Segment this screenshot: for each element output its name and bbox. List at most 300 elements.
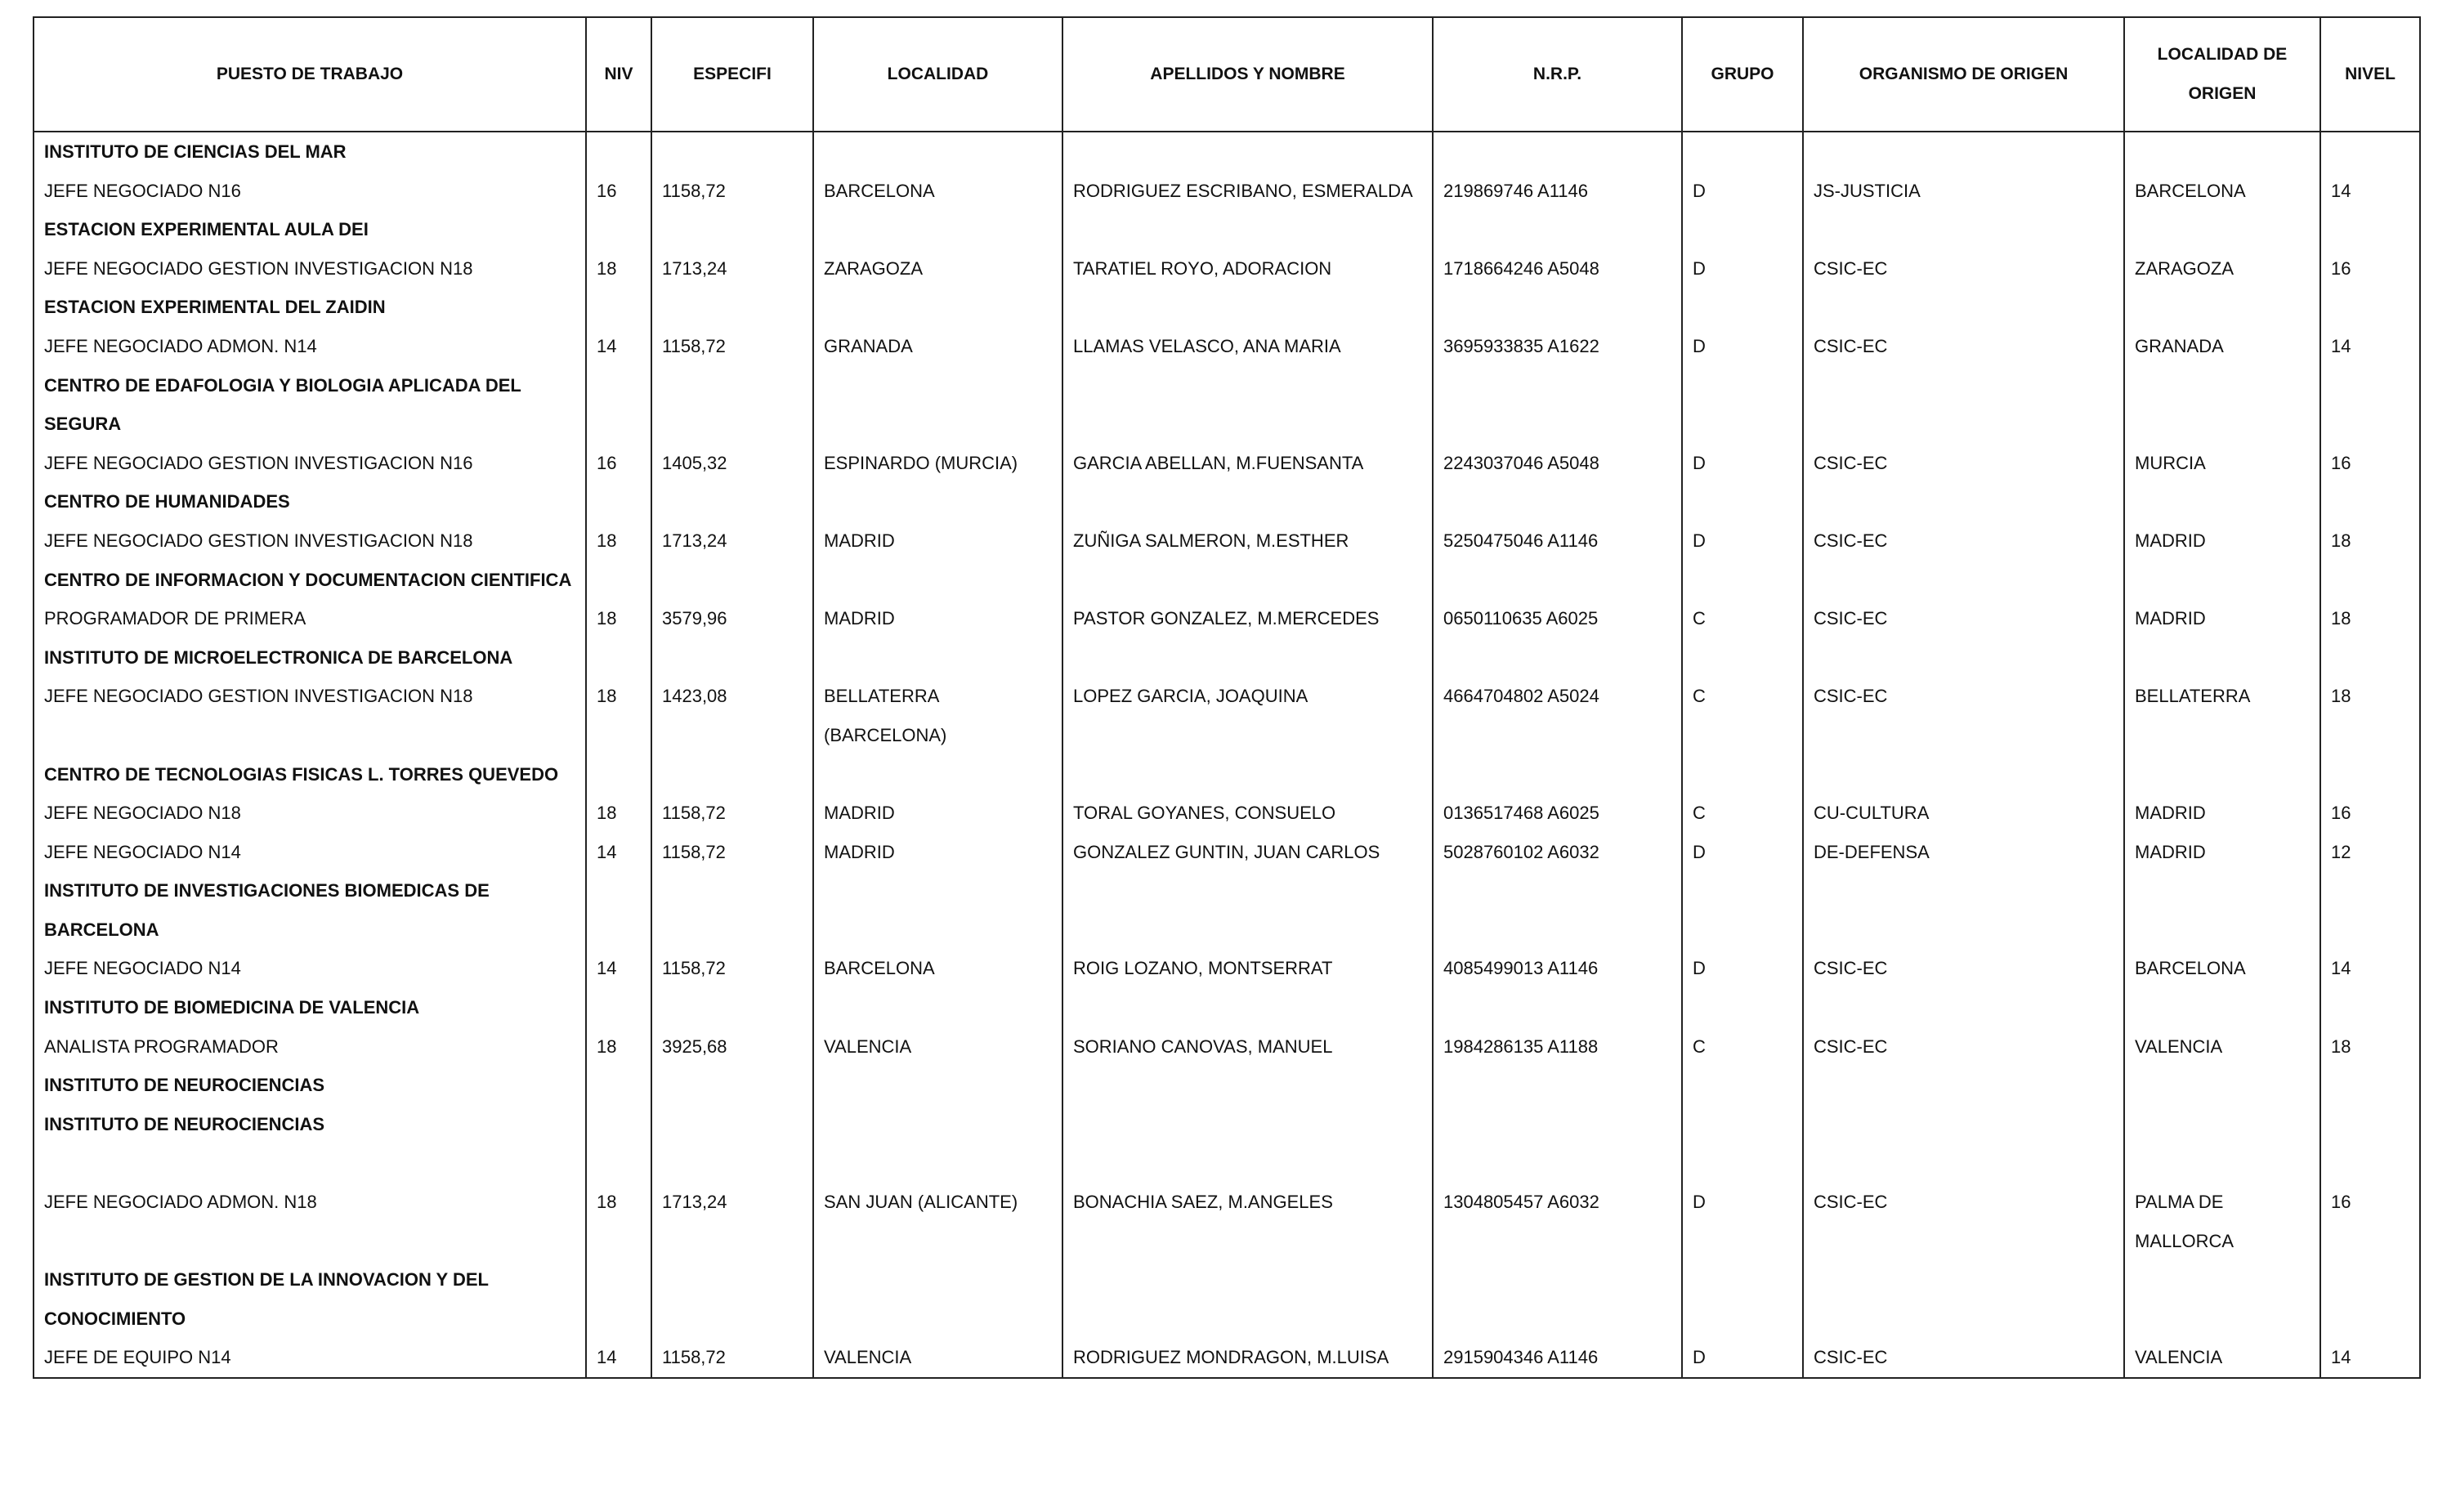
empty-cell <box>1803 1105 2124 1144</box>
cell-apellidos: PASTOR GONZALEZ, M.MERCEDES <box>1062 599 1433 638</box>
empty-cell <box>651 288 813 327</box>
empty-cell <box>1803 132 2124 172</box>
empty-cell <box>813 210 1062 249</box>
cell-nivel: 18 <box>2320 599 2420 638</box>
cell-localidad-origen: VALENCIA <box>2124 1338 2320 1378</box>
empty-cell <box>2124 871 2320 949</box>
cell-organismo: CU-CULTURA <box>1803 794 2124 833</box>
section-row <box>34 366 2420 444</box>
cell-niv: 18 <box>586 599 651 638</box>
cell-nrp: 1984286135 A1188 <box>1433 1027 1682 1067</box>
cell-especifi: 1713,24 <box>651 1183 813 1260</box>
empty-cell <box>2124 1143 2320 1183</box>
cell-especifi: 1158,72 <box>651 794 813 833</box>
empty-cell <box>586 755 651 794</box>
col-header-localidad-origen: LOCALIDAD DE ORIGEN <box>2124 17 2320 132</box>
cell-grupo: D <box>1682 444 1803 483</box>
cell-niv: 18 <box>586 794 651 833</box>
empty-cell <box>586 366 651 444</box>
cell-localidad-origen: MADRID <box>2124 521 2320 561</box>
empty-cell <box>1682 288 1803 327</box>
section-title: CENTRO DE INFORMACION Y DOCUMENTACION CIENTIFICA <box>34 561 586 600</box>
empty-cell <box>2320 755 2420 794</box>
cell-nivel: 12 <box>2320 833 2420 872</box>
section-row <box>34 988 2420 1027</box>
cell-nrp: 0650110635 A6025 <box>1433 599 1682 638</box>
empty-cell <box>1433 561 1682 600</box>
cell-localidad-origen: ZARAGOZA <box>2124 249 2320 289</box>
section-title: INSTITUTO DE NEUROCIENCIAS <box>34 1066 586 1105</box>
cell-especifi: 1713,24 <box>651 249 813 289</box>
cell-niv: 14 <box>586 1338 651 1378</box>
cell-grupo: D <box>1682 172 1803 211</box>
cell-apellidos: ZUÑIGA SALMERON, M.ESTHER <box>1062 521 1433 561</box>
section-row <box>34 561 2420 600</box>
section-row <box>34 1105 2420 1144</box>
section-row <box>34 288 2420 327</box>
empty-cell <box>1062 755 1433 794</box>
cell-niv: 18 <box>586 1027 651 1067</box>
empty-cell <box>651 561 813 600</box>
cell-grupo: C <box>1682 677 1803 754</box>
empty-cell <box>2124 638 2320 678</box>
table-header <box>34 17 2420 132</box>
col-header-localidad: LOCALIDAD <box>813 17 1062 132</box>
cell-nrp: 5028760102 A6032 <box>1433 833 1682 872</box>
col-header-especifi: ESPECIFI <box>651 17 813 132</box>
cell-puesto: JEFE NEGOCIADO ADMON. N14 <box>34 327 586 366</box>
cell-niv: 14 <box>586 833 651 872</box>
section-row <box>34 638 2420 678</box>
cell-niv: 18 <box>586 677 651 754</box>
section-title: INSTITUTO DE INVESTIGACIONES BIOMEDICAS DE BARCELONA <box>34 871 586 949</box>
table-row <box>34 833 2420 872</box>
cell-localidad-origen: GRANADA <box>2124 327 2320 366</box>
cell-puesto: JEFE NEGOCIADO GESTION INVESTIGACION N18 <box>34 521 586 561</box>
cell-puesto: JEFE NEGOCIADO GESTION INVESTIGACION N18 <box>34 677 586 754</box>
cell-especifi: 1405,32 <box>651 444 813 483</box>
section-row <box>34 1066 2420 1105</box>
table-row <box>34 1027 2420 1067</box>
cell-especifi: 1423,08 <box>651 677 813 754</box>
empty-cell <box>1062 638 1433 678</box>
empty-cell <box>651 871 813 949</box>
empty-cell <box>1433 1260 1682 1338</box>
cell-nivel: 18 <box>2320 1027 2420 1067</box>
empty-cell <box>1433 132 1682 172</box>
cell-localidad-origen: BARCELONA <box>2124 949 2320 988</box>
empty-cell <box>1803 755 2124 794</box>
header-row <box>34 17 2420 132</box>
empty-cell <box>1433 988 1682 1027</box>
cell-apellidos: RODRIGUEZ ESCRIBANO, ESMERALDA <box>1062 172 1433 211</box>
section-title: ESTACION EXPERIMENTAL AULA DEI <box>34 210 586 249</box>
cell-nrp: 4085499013 A1146 <box>1433 949 1682 988</box>
cell-niv: 18 <box>586 249 651 289</box>
empty-cell <box>2320 210 2420 249</box>
cell-nrp: 2915904346 A1146 <box>1433 1338 1682 1378</box>
cell-organismo: CSIC-EC <box>1803 1183 2124 1260</box>
cell-nivel: 14 <box>2320 172 2420 211</box>
cell-nrp: 1304805457 A6032 <box>1433 1183 1682 1260</box>
cell-nivel: 18 <box>2320 521 2420 561</box>
empty-cell <box>1682 755 1803 794</box>
empty-cell <box>2124 755 2320 794</box>
col-header-nivel: NIVEL <box>2320 17 2420 132</box>
section-title: ESTACION EXPERIMENTAL DEL ZAIDIN <box>34 288 586 327</box>
empty-cell <box>1433 482 1682 521</box>
cell-localidad: MADRID <box>813 521 1062 561</box>
cell-puesto: PROGRAMADOR DE PRIMERA <box>34 599 586 638</box>
empty-cell <box>813 638 1062 678</box>
empty-cell <box>651 638 813 678</box>
empty-cell <box>2320 1143 2420 1183</box>
cell-puesto: JEFE DE EQUIPO N14 <box>34 1338 586 1378</box>
cell-grupo: C <box>1682 1027 1803 1067</box>
cell-localidad-origen: MADRID <box>2124 599 2320 638</box>
cell-localidad: BARCELONA <box>813 949 1062 988</box>
empty-cell <box>651 482 813 521</box>
cell-grupo: D <box>1682 949 1803 988</box>
empty-cell <box>2124 366 2320 444</box>
cell-nrp: 0136517468 A6025 <box>1433 794 1682 833</box>
cell-grupo: D <box>1682 327 1803 366</box>
cell-organismo: CSIC-EC <box>1803 327 2124 366</box>
cell-puesto: ANALISTA PROGRAMADOR <box>34 1027 586 1067</box>
empty-cell <box>1433 1143 1682 1183</box>
col-header-puesto: PUESTO DE TRABAJO <box>34 17 586 132</box>
cell-grupo: C <box>1682 794 1803 833</box>
empty-cell <box>2320 1066 2420 1105</box>
empty-cell <box>1803 210 2124 249</box>
empty-cell <box>2124 988 2320 1027</box>
cell-especifi: 1158,72 <box>651 327 813 366</box>
cell-puesto: JEFE NEGOCIADO GESTION INVESTIGACION N18 <box>34 249 586 289</box>
section-row <box>34 132 2420 172</box>
empty-cell <box>813 482 1062 521</box>
empty-cell <box>2320 1260 2420 1338</box>
cell-grupo: D <box>1682 1338 1803 1378</box>
section-row <box>34 210 2420 249</box>
cell-localidad: GRANADA <box>813 327 1062 366</box>
empty-cell <box>2320 561 2420 600</box>
empty-cell <box>1682 638 1803 678</box>
cell-organismo: JS-JUSTICIA <box>1803 172 2124 211</box>
empty-cell <box>586 871 651 949</box>
cell-nrp: 219869746 A1146 <box>1433 172 1682 211</box>
table-row <box>34 172 2420 211</box>
cell-puesto: JEFE NEGOCIADO N14 <box>34 949 586 988</box>
cell-nivel: 14 <box>2320 1338 2420 1378</box>
cell-nivel: 14 <box>2320 949 2420 988</box>
empty-cell <box>2320 288 2420 327</box>
empty-cell <box>1682 1105 1803 1144</box>
cell-nivel: 14 <box>2320 327 2420 366</box>
cell-grupo: C <box>1682 599 1803 638</box>
cell-especifi: 3579,96 <box>651 599 813 638</box>
empty-cell <box>2124 561 2320 600</box>
empty-cell <box>813 366 1062 444</box>
empty-cell <box>1433 366 1682 444</box>
table-row <box>34 444 2420 483</box>
cell-nrp: 2243037046 A5048 <box>1433 444 1682 483</box>
empty-cell <box>1062 1143 1433 1183</box>
empty-cell <box>1433 1066 1682 1105</box>
empty-cell <box>2320 638 2420 678</box>
empty-cell <box>1803 561 2124 600</box>
empty-cell <box>2124 132 2320 172</box>
table-row <box>34 1183 2420 1260</box>
cell-localidad: ESPINARDO (MURCIA) <box>813 444 1062 483</box>
empty-cell <box>2124 210 2320 249</box>
cell-organismo: CSIC-EC <box>1803 444 2124 483</box>
cell-especifi: 3925,68 <box>651 1027 813 1067</box>
empty-cell <box>1682 561 1803 600</box>
empty-cell <box>651 1066 813 1105</box>
empty-cell <box>1803 482 2124 521</box>
cell-puesto: JEFE NEGOCIADO GESTION INVESTIGACION N16 <box>34 444 586 483</box>
cell-grupo: D <box>1682 249 1803 289</box>
empty-cell <box>1062 561 1433 600</box>
spacer-row <box>34 1143 2420 1183</box>
empty-cell <box>1062 366 1433 444</box>
empty-cell <box>651 1105 813 1144</box>
empty-cell <box>651 1143 813 1183</box>
empty-cell <box>1682 1143 1803 1183</box>
cell-niv: 14 <box>586 949 651 988</box>
table-body <box>34 132 2420 1378</box>
cell-organismo: CSIC-EC <box>1803 1338 2124 1378</box>
cell-localidad-origen: MURCIA <box>2124 444 2320 483</box>
cell-localidad: ZARAGOZA <box>813 249 1062 289</box>
empty-cell <box>2320 871 2420 949</box>
empty-cell <box>2124 1066 2320 1105</box>
empty-cell <box>2320 132 2420 172</box>
cell-organismo: CSIC-EC <box>1803 521 2124 561</box>
cell-organismo: CSIC-EC <box>1803 599 2124 638</box>
empty-cell <box>1433 871 1682 949</box>
cell-localidad: MADRID <box>813 599 1062 638</box>
cell-nivel: 16 <box>2320 444 2420 483</box>
empty-cell <box>1682 1066 1803 1105</box>
cell-localidad-origen: PALMA DE MALLORCA <box>2124 1183 2320 1260</box>
empty-cell <box>1803 988 2124 1027</box>
cell-localidad: BELLATERRA (BARCELONA) <box>813 677 1062 754</box>
empty-cell <box>651 366 813 444</box>
cell-puesto: JEFE NEGOCIADO N16 <box>34 172 586 211</box>
section-title: INSTITUTO DE BIOMEDICINA DE VALENCIA <box>34 988 586 1027</box>
cell-apellidos: LOPEZ GARCIA, JOAQUINA <box>1062 677 1433 754</box>
empty-cell <box>586 561 651 600</box>
empty-cell <box>2320 482 2420 521</box>
cell-localidad: VALENCIA <box>813 1027 1062 1067</box>
empty-cell <box>2320 1105 2420 1144</box>
cell-organismo: CSIC-EC <box>1803 677 2124 754</box>
cell-apellidos: GARCIA ABELLAN, M.FUENSANTA <box>1062 444 1433 483</box>
section-title: INSTITUTO DE NEUROCIENCIAS <box>34 1105 586 1144</box>
empty-cell <box>1803 871 2124 949</box>
col-header-apellidos: APELLIDOS Y NOMBRE <box>1062 17 1433 132</box>
table-row <box>34 599 2420 638</box>
table-row <box>34 949 2420 988</box>
cell-apellidos: GONZALEZ GUNTIN, JUAN CARLOS <box>1062 833 1433 872</box>
table-row <box>34 249 2420 289</box>
empty-cell <box>586 1066 651 1105</box>
cell-localidad: BARCELONA <box>813 172 1062 211</box>
empty-cell <box>1062 288 1433 327</box>
empty-cell <box>1682 482 1803 521</box>
cell-nrp: 4664704802 A5024 <box>1433 677 1682 754</box>
empty-cell <box>1062 1066 1433 1105</box>
table-row <box>34 677 2420 754</box>
table-row <box>34 521 2420 561</box>
cell-puesto: JEFE NEGOCIADO N14 <box>34 833 586 872</box>
empty-cell <box>1062 210 1433 249</box>
cell-nivel: 16 <box>2320 794 2420 833</box>
cell-nrp: 1718664246 A5048 <box>1433 249 1682 289</box>
section-title: INSTITUTO DE MICROELECTRONICA DE BARCELONA <box>34 638 586 678</box>
empty-cell <box>1062 1105 1433 1144</box>
cell-puesto: JEFE NEGOCIADO ADMON. N18 <box>34 1183 586 1260</box>
empty-cell <box>586 1143 651 1183</box>
section-title: INSTITUTO DE CIENCIAS DEL MAR <box>34 132 586 172</box>
table-row <box>34 1338 2420 1378</box>
empty-cell <box>813 1143 1062 1183</box>
cell-grupo: D <box>1682 1183 1803 1260</box>
empty-cell <box>586 1105 651 1144</box>
empty-cell <box>651 755 813 794</box>
empty-cell <box>1062 482 1433 521</box>
cell-apellidos: TARATIEL ROYO, ADORACION <box>1062 249 1433 289</box>
empty-cell <box>813 988 1062 1027</box>
empty-cell <box>1433 1105 1682 1144</box>
empty-cell <box>2124 1105 2320 1144</box>
cell-puesto: JEFE NEGOCIADO N18 <box>34 794 586 833</box>
empty-cell <box>586 288 651 327</box>
empty-cell <box>586 988 651 1027</box>
cell-localidad-origen: BARCELONA <box>2124 172 2320 211</box>
cell-grupo: D <box>1682 833 1803 872</box>
cell-localidad-origen: MADRID <box>2124 794 2320 833</box>
section-title: CENTRO DE TECNOLOGIAS FISICAS L. TORRES QUEVEDO <box>34 755 586 794</box>
empty-cell <box>813 871 1062 949</box>
empty-cell <box>651 988 813 1027</box>
empty-cell <box>1062 1260 1433 1338</box>
empty-cell <box>2320 366 2420 444</box>
cell-organismo: CSIC-EC <box>1803 949 2124 988</box>
cell-apellidos: SORIANO CANOVAS, MANUEL <box>1062 1027 1433 1067</box>
empty-cell <box>1433 755 1682 794</box>
empty-cell <box>651 1260 813 1338</box>
empty-cell <box>1433 210 1682 249</box>
empty-cell <box>586 482 651 521</box>
cell-especifi: 1158,72 <box>651 172 813 211</box>
section-title: INSTITUTO DE GESTION DE LA INNOVACION Y DEL CONOCIMIENTO <box>34 1260 586 1338</box>
empty-cell <box>1433 638 1682 678</box>
empty-cell <box>813 1066 1062 1105</box>
cell-niv: 16 <box>586 444 651 483</box>
empty-cell <box>2124 482 2320 521</box>
empty-cell <box>651 210 813 249</box>
cell-niv: 18 <box>586 1183 651 1260</box>
col-header-organismo: ORGANISMO DE ORIGEN <box>1803 17 2124 132</box>
cell-localidad-origen: BELLATERRA <box>2124 677 2320 754</box>
section-row <box>34 755 2420 794</box>
cell-apellidos: BONACHIA SAEZ, M.ANGELES <box>1062 1183 1433 1260</box>
empty-cell <box>1803 366 2124 444</box>
empty-cell <box>1803 1260 2124 1338</box>
cell-localidad-origen: VALENCIA <box>2124 1027 2320 1067</box>
empty-cell <box>1062 988 1433 1027</box>
cell-localidad: MADRID <box>813 794 1062 833</box>
personnel-table <box>33 16 2421 1379</box>
empty-cell <box>586 210 651 249</box>
cell-apellidos: LLAMAS VELASCO, ANA MARIA <box>1062 327 1433 366</box>
cell-organismo: CSIC-EC <box>1803 1027 2124 1067</box>
empty-cell <box>813 288 1062 327</box>
empty-cell <box>813 755 1062 794</box>
cell-organismo: DE-DEFENSA <box>1803 833 2124 872</box>
section-row <box>34 482 2420 521</box>
empty-cell <box>586 132 651 172</box>
empty-cell <box>1803 1066 2124 1105</box>
empty-cell <box>1803 288 2124 327</box>
empty-cell <box>34 1143 586 1183</box>
empty-cell <box>1682 1260 1803 1338</box>
table-row <box>34 327 2420 366</box>
empty-cell <box>1062 132 1433 172</box>
cell-nivel: 16 <box>2320 249 2420 289</box>
empty-cell <box>586 1260 651 1338</box>
cell-organismo: CSIC-EC <box>1803 249 2124 289</box>
col-header-niv: NIV <box>586 17 651 132</box>
section-title: CENTRO DE HUMANIDADES <box>34 482 586 521</box>
section-title: CENTRO DE EDAFOLOGIA Y BIOLOGIA APLICADA DEL SEGURA <box>34 366 586 444</box>
empty-cell <box>651 132 813 172</box>
cell-nrp: 3695933835 A1622 <box>1433 327 1682 366</box>
cell-nivel: 18 <box>2320 677 2420 754</box>
cell-niv: 16 <box>586 172 651 211</box>
empty-cell <box>1682 988 1803 1027</box>
empty-cell <box>1682 871 1803 949</box>
cell-nivel: 16 <box>2320 1183 2420 1260</box>
empty-cell <box>1803 638 2124 678</box>
cell-localidad: SAN JUAN (ALICANTE) <box>813 1183 1062 1260</box>
col-header-nrp: N.R.P. <box>1433 17 1682 132</box>
cell-apellidos: RODRIGUEZ MONDRAGON, M.LUISA <box>1062 1338 1433 1378</box>
empty-cell <box>2124 1260 2320 1338</box>
cell-nrp: 5250475046 A1146 <box>1433 521 1682 561</box>
cell-grupo: D <box>1682 521 1803 561</box>
cell-especifi: 1158,72 <box>651 1338 813 1378</box>
cell-apellidos: TORAL GOYANES, CONSUELO <box>1062 794 1433 833</box>
section-row <box>34 1260 2420 1338</box>
empty-cell <box>2124 288 2320 327</box>
col-header-grupo: GRUPO <box>1682 17 1803 132</box>
empty-cell <box>813 132 1062 172</box>
empty-cell <box>813 561 1062 600</box>
empty-cell <box>1803 1143 2124 1183</box>
empty-cell <box>813 1105 1062 1144</box>
cell-localidad: VALENCIA <box>813 1338 1062 1378</box>
empty-cell <box>1682 210 1803 249</box>
empty-cell <box>1062 871 1433 949</box>
cell-especifi: 1158,72 <box>651 949 813 988</box>
cell-niv: 18 <box>586 521 651 561</box>
empty-cell <box>586 638 651 678</box>
empty-cell <box>1433 288 1682 327</box>
section-row <box>34 871 2420 949</box>
